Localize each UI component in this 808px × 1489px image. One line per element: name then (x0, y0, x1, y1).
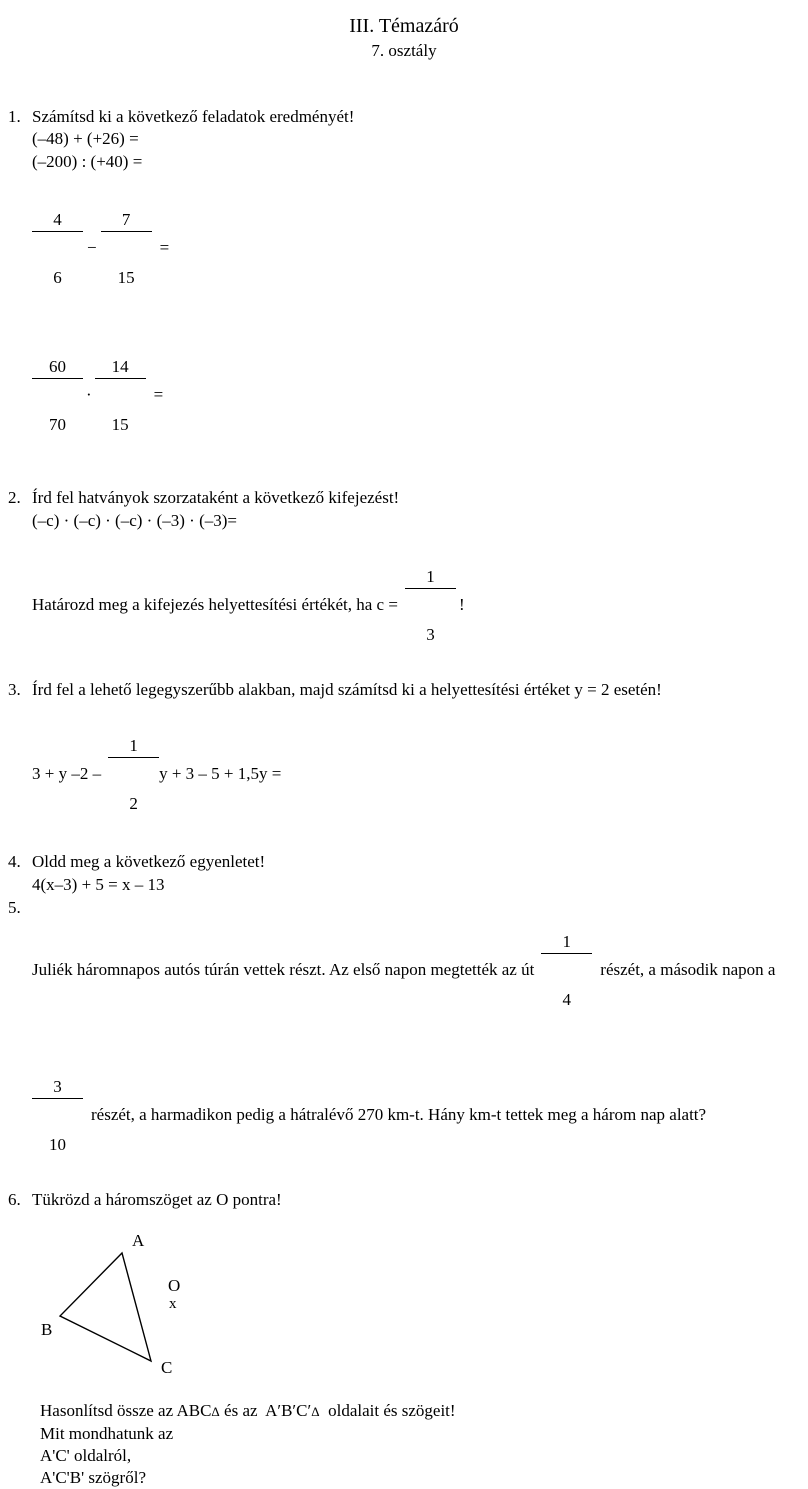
page-title: III. Témazáró (349, 15, 459, 37)
triangle-figure (28, 1216, 268, 1388)
problem-2-followup (32, 532, 800, 677)
problem-3-prompt: Írd fel a lehető legegyszerűbb alakban, majd számítsd ki a helyettesítési értéket y = 2 esetén! (32, 680, 662, 700)
problem-2 (8, 487, 800, 677)
closing-line-4: A'C'B' szögről? (40, 1467, 146, 1487)
followup-text: Határozd meg a kifejezés helyettesítési értékét, ha c = (32, 594, 398, 614)
fraction (32, 1042, 83, 1187)
fraction-numerator: 14 (95, 356, 146, 379)
fraction-numerator: 7 (101, 209, 152, 232)
fraction-denominator: 15 (111, 415, 129, 435)
fraction (95, 322, 146, 467)
problem-4-prompt: Oldd meg a következő egyenletet! (32, 852, 266, 872)
fraction-numerator: 60 (32, 356, 83, 379)
fraction-denominator: 4 (562, 990, 572, 1010)
problem-4 (8, 851, 800, 896)
fraction-numerator: 4 (32, 209, 83, 232)
problem-1 (8, 106, 800, 467)
compare-text-2: és az A′B′C′ (219, 1400, 312, 1420)
story-text-2: részét, a második napon a (600, 959, 776, 979)
problem-1-number: 1. (8, 107, 21, 126)
compare-text-1: Hasonlítsd össze az ABC (40, 1400, 212, 1420)
triangle-delta-symbol: Δ (211, 1403, 220, 1419)
story-text-3: részét, a harmadikon pedig a hátralévő 270 km-t. Hány km-t tettek meg a három nap alatt? (91, 1104, 707, 1124)
fraction-numerator: 1 (541, 931, 592, 954)
fraction-denominator: 3 (426, 625, 435, 645)
fraction-numerator: 3 (32, 1076, 83, 1099)
problem-2-expression: (–c) · (–c) · (–c) · (–3) · (–3)= (32, 510, 237, 530)
problem-3 (8, 679, 800, 846)
problem-5-number: 5. (8, 898, 21, 918)
problem-2-number: 2. (8, 488, 21, 508)
compare-text-3: oldalait és szögeit! (319, 1400, 456, 1420)
closing-line-2: Mit mondhatunk az (40, 1423, 174, 1443)
problem-1-body (32, 106, 800, 467)
problem-5 (8, 897, 800, 1187)
fraction-numerator: 1 (405, 566, 456, 589)
closing-questions (40, 1400, 800, 1489)
fraction-denominator: 15 (117, 268, 135, 288)
minus-operator: − (87, 237, 97, 257)
point-o-label: O (168, 1275, 181, 1295)
equals-sign: = (159, 237, 170, 257)
fraction (32, 322, 83, 467)
problem-list (8, 106, 800, 1489)
triangle-delta-symbol: Δ (311, 1403, 320, 1419)
triangle-outline (60, 1253, 151, 1361)
vertex-label-a: A (132, 1230, 145, 1250)
fraction-numerator: 1 (108, 735, 159, 758)
problem-5-body (32, 897, 800, 1187)
problem-1-prompt: Számítsd ki a következő feladatok eredményét! (32, 107, 355, 126)
problem-5-text-line-2 (32, 1042, 800, 1187)
problem-2-prompt: Írd fel hatványok szorzataként a következő kifejezést! (32, 488, 400, 508)
problem-4-equation: 4(x–3) + 5 = x – 13 (32, 874, 165, 894)
closing-line-3: A'C' oldalról, (40, 1445, 132, 1465)
equals-sign: = (153, 384, 164, 404)
problem-3-expression (32, 701, 800, 846)
fraction (108, 701, 159, 846)
triangle-diagram (8, 1216, 800, 1388)
problem-5-text-line-1 (32, 897, 800, 1042)
fraction-denominator: 2 (129, 794, 138, 814)
vertex-label-b: B (41, 1319, 53, 1339)
problem-4-body (32, 851, 800, 896)
problem-4-number: 4. (8, 852, 21, 872)
problem-3-number: 3. (8, 680, 21, 700)
fraction-denominator: 10 (49, 1135, 66, 1155)
expression-left: 3 + y –2 – (32, 763, 102, 783)
multiply-operator: · (86, 384, 92, 404)
problem-6-body (32, 1189, 800, 1211)
problem-6 (8, 1189, 800, 1211)
problem-1-expression-2: (–200) : (+40) = (32, 151, 143, 171)
exclamation-mark: ! (458, 594, 465, 614)
expression-right: y + 3 – 5 + 1,5y = (159, 763, 282, 783)
problem-3-body (32, 679, 800, 846)
problem-1-expression-4 (32, 322, 800, 467)
fraction (405, 532, 456, 677)
fraction-denominator: 70 (49, 415, 66, 435)
problem-2-body (32, 487, 800, 677)
compare-line (40, 1400, 800, 1423)
problem-1-expression-1: (–48) + (+26) = (32, 129, 139, 149)
story-text-1: Juliék háromnapos autós túrán vettek részt. Az első napon megtették az út (32, 959, 535, 979)
page-subtitle: 7. osztály (371, 41, 437, 60)
fraction-denominator: 6 (53, 268, 62, 288)
fraction (541, 897, 592, 1042)
fraction (101, 175, 152, 320)
problem-6-prompt: Tükrözd a háromszöget az O pontra! (32, 1190, 282, 1210)
point-o-marker: x (169, 1295, 177, 1312)
vertex-label-c: C (161, 1357, 173, 1377)
fraction (32, 175, 83, 320)
problem-6-number: 6. (8, 1190, 21, 1210)
problem-1-expression-3 (32, 175, 800, 320)
